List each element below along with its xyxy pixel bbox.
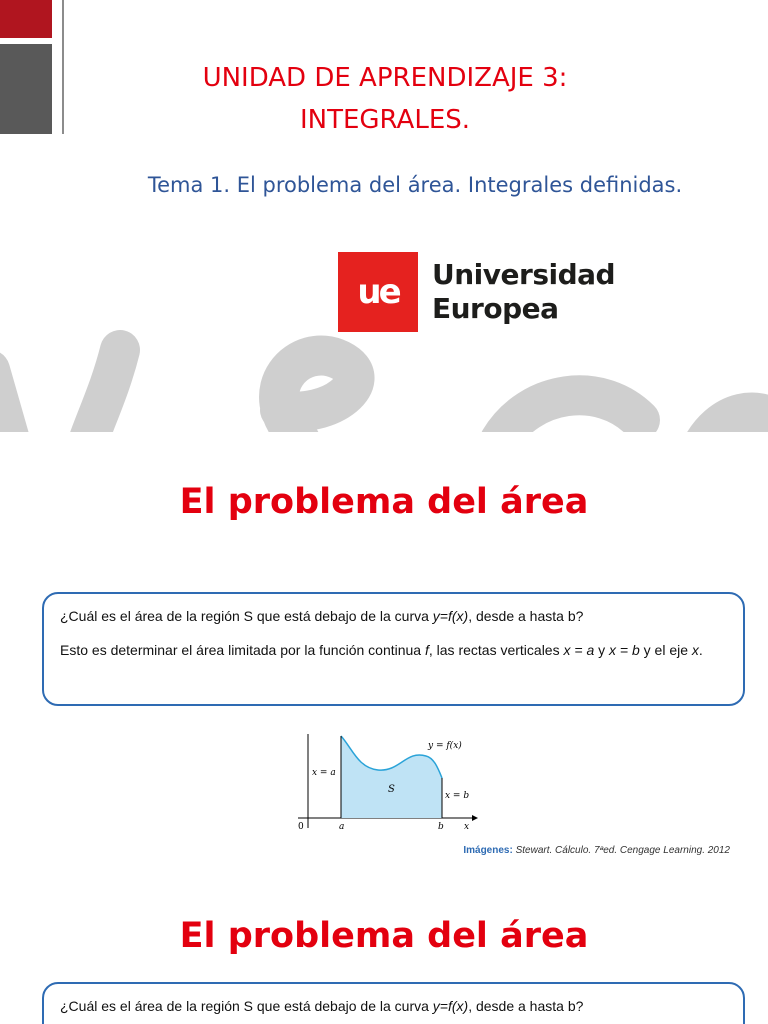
area-problem-slide-2 [0, 880, 768, 1024]
topic-subtitle: Tema 1. El problema del área. Integrales definidas. [147, 173, 683, 197]
red-accent-block [0, 0, 52, 38]
left-boundary-label: x = a [312, 768, 336, 778]
universidad-europea-logo [338, 252, 628, 332]
logo-wordmark [432, 258, 615, 326]
a-tick-label: a [339, 822, 345, 832]
area-under-curve-figure [282, 730, 478, 838]
credit-label: Imágenes: [463, 845, 513, 856]
unit-title-line2: INTEGRALES. [299, 105, 471, 135]
right-boundary-label: x = b [445, 791, 470, 801]
question-box [42, 592, 745, 706]
ue-logo-icon [338, 252, 418, 332]
region-s [341, 736, 442, 818]
region-label: S [388, 784, 395, 795]
b-tick-label: b [438, 822, 444, 832]
logo-name-line1: Universidad [432, 258, 616, 291]
origin-label: 0 [298, 822, 304, 832]
image-credit [330, 844, 730, 858]
vertical-divider [62, 0, 64, 134]
logo-name-line2: Europea [432, 292, 559, 325]
credit-text: Stewart. Cálculo. 7ªed. Cengage Learning. 2012 [512, 845, 730, 856]
unit-title-line1: UNIDAD DE APRENDIZAJE 3: [202, 63, 568, 93]
logo-mark: ue [357, 272, 399, 312]
explanation-text: Esto es determinar el área limitada por la función continua f, las rectas verticales x = a y x = b y el eje x. [60, 642, 703, 658]
ue-watermark-icon [0, 330, 768, 432]
question-text: ¿Cuál es el área de la región S que está debajo de la curva y=f(x), desde a hasta b? [60, 608, 584, 624]
curve-label: y = f(x) [428, 741, 462, 751]
question-text: ¿Cuál es el área de la región S que está debajo de la curva y=f(x), desde a hasta b? [60, 998, 584, 1014]
area-problem-slide [0, 432, 768, 880]
gray-accent-block [0, 44, 52, 134]
slide-heading: El problema del área [179, 916, 589, 956]
title-slide [0, 0, 768, 432]
slide-heading: El problema del área [179, 482, 589, 522]
x-axis-arrow-icon [472, 815, 478, 821]
x-axis-label: x [464, 822, 470, 832]
question-box [42, 982, 745, 1024]
